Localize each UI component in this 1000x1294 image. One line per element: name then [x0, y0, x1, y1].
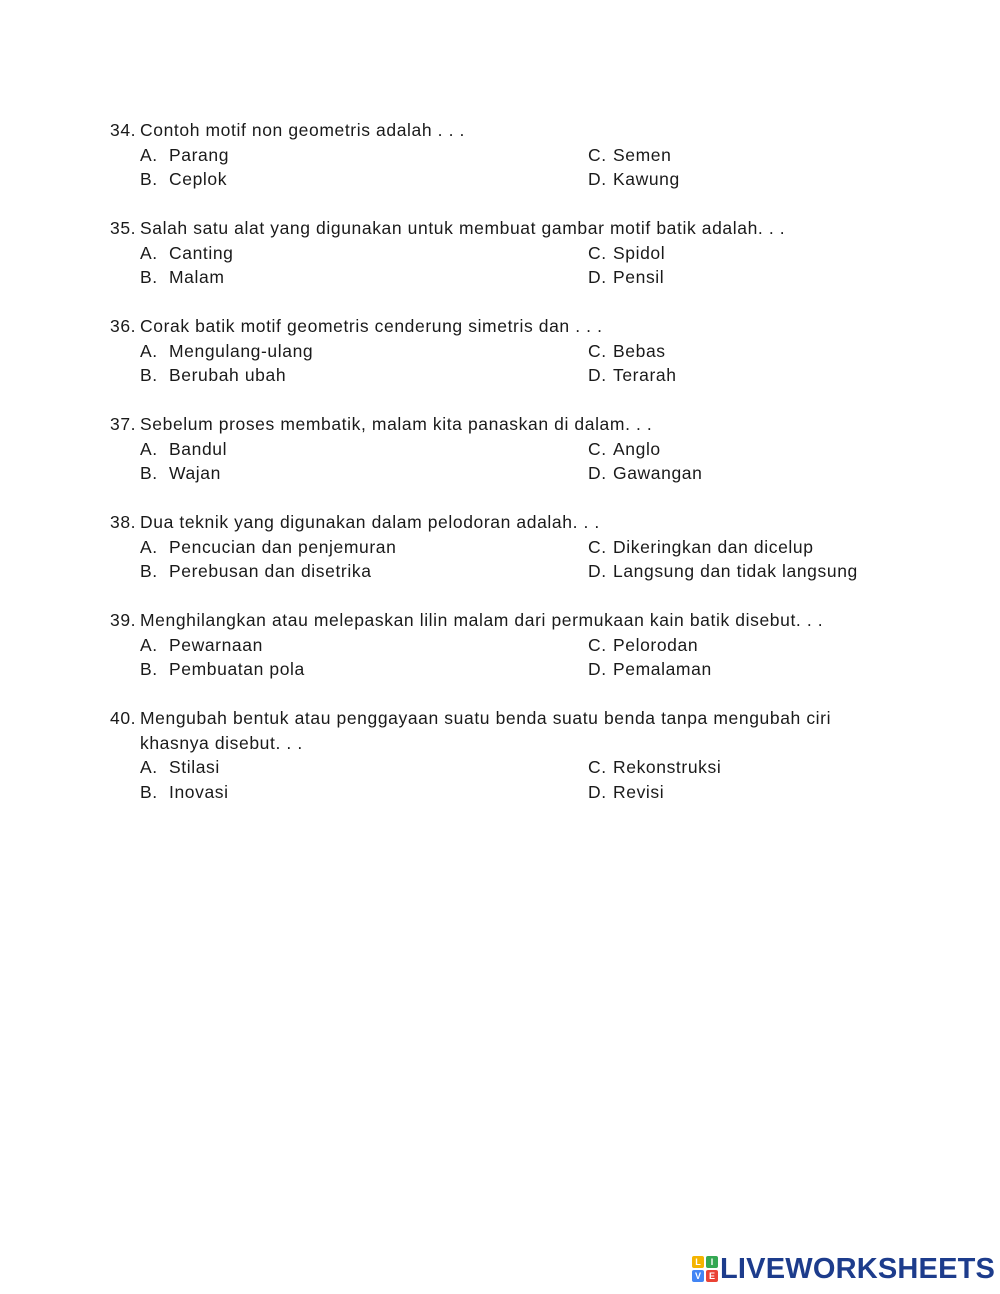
option-letter: A. [140, 757, 158, 777]
question-37 [0, 412, 1000, 486]
option-text: Perebusan dan disetrika [169, 561, 372, 581]
option-text: Ceplok [169, 169, 228, 189]
option-text: Revisi [613, 781, 665, 802]
option-d[interactable] [588, 461, 702, 486]
option-letter: C. [588, 242, 607, 263]
logo-mark-letter: E [706, 1270, 718, 1282]
option-letter: A. [140, 536, 158, 557]
option-text: Pelorodan [613, 634, 699, 655]
option-text: Berubah ubah [169, 365, 287, 385]
option-letter: B. [140, 659, 158, 679]
question-40 [0, 706, 1000, 804]
option-letter: A. [140, 438, 158, 459]
option-letter: D. [588, 365, 607, 385]
option-text: Rekonstruksi [613, 757, 722, 777]
option-c[interactable] [588, 535, 814, 560]
logo-mark-letter: V [692, 1270, 704, 1282]
question-number: 35. [110, 218, 137, 238]
question-35 [0, 216, 1000, 290]
question-number: 36. [110, 316, 137, 336]
option-letter: A. [140, 340, 158, 361]
option-text: Terarah [613, 365, 677, 385]
option-text: Pewarnaan [169, 634, 263, 655]
option-letter: D. [588, 463, 607, 483]
option-text: Pemalaman [613, 659, 712, 679]
option-letter: D. [588, 659, 607, 679]
option-d[interactable] [588, 265, 664, 290]
option-d[interactable] [588, 559, 858, 584]
option-text: Malam [169, 267, 225, 287]
option-text: Bebas [613, 340, 666, 361]
option-text: Inovasi [169, 781, 229, 802]
option-text: Pembuatan pola [169, 659, 305, 679]
option-a[interactable] [140, 241, 234, 266]
question-text: Mengubah bentuk atau penggayaan suatu benda suatu benda tanpa mengubah ciri [140, 708, 832, 728]
option-text: Kawung [613, 169, 680, 189]
question-text: Dua teknik yang digunakan dalam pelodoran adalah. . . [140, 512, 600, 532]
option-b[interactable] [140, 657, 305, 682]
option-letter: C. [588, 536, 607, 557]
option-letter: B. [140, 365, 158, 385]
option-a[interactable] [140, 535, 396, 560]
option-letter: B. [140, 781, 158, 802]
option-text: Parang [169, 144, 230, 165]
option-b[interactable] [140, 780, 229, 805]
option-letter: D. [588, 169, 607, 189]
option-letter: B. [140, 463, 158, 483]
logo-mark-letter: I [706, 1256, 718, 1268]
question-text: Contoh motif non geometris adalah . . . [140, 120, 465, 140]
option-d[interactable] [588, 167, 680, 192]
option-text: Dikeringkan dan dicelup [613, 536, 814, 557]
option-c[interactable] [588, 755, 721, 780]
option-b[interactable] [140, 363, 286, 388]
question-text: Menghilangkan atau melepaskan lilin malam dari permukaan kain batik disebut. . . [140, 610, 824, 630]
question-list [0, 118, 1000, 829]
question-number: 39. [110, 610, 137, 630]
option-letter: C. [588, 144, 607, 165]
question-text: Salah satu alat yang digunakan untuk membuat gambar motif batik adalah. . . [140, 218, 786, 238]
option-b[interactable] [140, 461, 221, 486]
option-letter: C. [588, 634, 607, 655]
option-text: Stilasi [169, 757, 220, 777]
option-a[interactable] [140, 755, 220, 780]
logo-mark-letter: L [692, 1256, 704, 1268]
question-number: 40. [110, 708, 137, 728]
option-a[interactable] [140, 633, 263, 658]
option-b[interactable] [140, 559, 372, 584]
question-text: Sebelum proses membatik, malam kita panaskan di dalam. . . [140, 414, 653, 434]
option-text: Langsung dan tidak langsung [613, 561, 858, 581]
option-c[interactable] [588, 241, 665, 266]
question-39 [0, 608, 1000, 682]
option-d[interactable] [588, 363, 677, 388]
option-letter: D. [588, 781, 607, 802]
question-38 [0, 510, 1000, 584]
option-a[interactable] [140, 143, 229, 168]
question-number: 38. [110, 512, 137, 532]
option-letter: B. [140, 561, 158, 581]
option-letter: D. [588, 561, 607, 581]
option-c[interactable] [588, 339, 666, 364]
option-text: Canting [169, 242, 234, 263]
option-text: Bandul [169, 438, 228, 459]
liveworksheets-logo [692, 1253, 995, 1285]
question-36 [0, 314, 1000, 388]
option-letter: B. [140, 169, 158, 189]
option-letter: A. [140, 634, 158, 655]
question-text-continued: khasnya disebut. . . [140, 732, 303, 753]
option-a[interactable] [140, 437, 227, 462]
logo-mark-icon [692, 1256, 718, 1282]
option-text: Spidol [613, 242, 666, 263]
option-letter: C. [588, 438, 607, 459]
option-letter: C. [588, 757, 607, 777]
option-text: Mengulang-ulang [169, 340, 314, 361]
option-letter: A. [140, 144, 158, 165]
option-b[interactable] [140, 265, 225, 290]
option-c[interactable] [588, 437, 661, 462]
option-text: Wajan [169, 463, 221, 483]
logo-text: LIVEWORKSHEETS [720, 1253, 996, 1285]
option-text: Semen [613, 144, 672, 165]
option-c[interactable] [588, 143, 671, 168]
option-letter: D. [588, 267, 607, 287]
question-number: 34. [110, 120, 137, 140]
question-34 [0, 118, 1000, 192]
option-text: Gawangan [613, 463, 703, 483]
option-d[interactable] [588, 657, 712, 682]
option-d[interactable] [588, 780, 664, 805]
option-letter: C. [588, 340, 607, 361]
question-number: 37. [110, 414, 137, 434]
option-letter: A. [140, 242, 158, 263]
question-text: Corak batik motif geometris cenderung simetris dan . . . [140, 316, 603, 336]
option-c[interactable] [588, 633, 698, 658]
option-text: Pencucian dan penjemuran [169, 536, 397, 557]
option-letter: B. [140, 267, 158, 287]
option-b[interactable] [140, 167, 227, 192]
option-a[interactable] [140, 339, 313, 364]
option-text: Anglo [613, 438, 661, 459]
option-text: Pensil [613, 267, 665, 287]
